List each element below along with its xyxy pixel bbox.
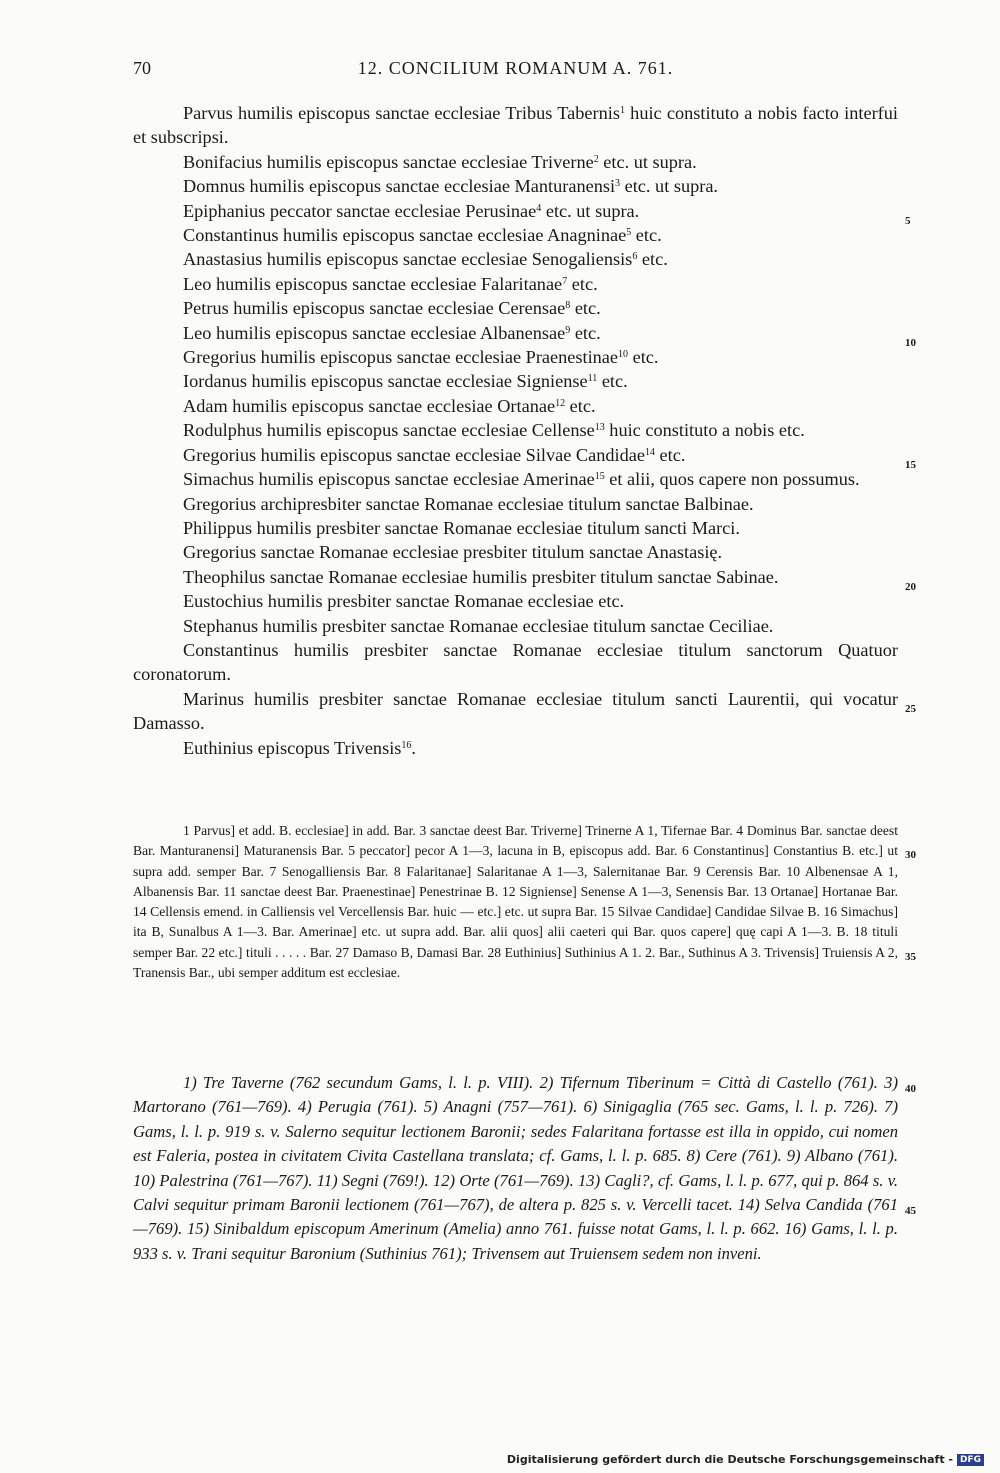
funding-credit: Digitalisierung gefördert durch die Deutsche Forschungsgemeinschaft - [506,1453,953,1466]
subscription-line [133,638,898,687]
footnote-marker: 16 [401,739,412,751]
footnote-marker: 10 [618,349,629,361]
subscription-text: Eustochius humilis presbiter sanctae Romanae ecclesiae etc. [183,591,625,612]
subscription-rest: etc. ut supra. [598,151,697,172]
subscription-text: Domnus humilis episcopus sanctae ecclesiae Manturanensi [183,176,616,197]
subscription-rest: et alii, quos capere non possumus. [604,469,860,490]
footnotes [133,1071,916,1266]
subscription-line [133,394,898,418]
subscription-rest: etc. [565,395,596,416]
subscription-text: Euthinius episcopus Trivensis [183,737,402,758]
subscription-line [133,492,898,516]
footnote-marker: 15 [594,471,605,483]
line-number: 5 [905,215,911,227]
subscription-rest: etc. [631,225,662,246]
footnote-marker: 12 [555,397,566,409]
subscription-text: Anastasius humilis episcopus sanctae ecclesiae Senogaliensis [183,249,633,270]
subscription-text: Theophilus sanctae Romanae ecclesiae humilis presbiter titulum sanctae Sabinae. [183,566,779,587]
subscription-line [133,540,898,564]
subscription-line [133,369,898,393]
footer-credit [507,1453,984,1466]
footnotes-text: 1) Tre Taverne (762 secundum Gams, l. l. p. VIII). 2) Tifernum Tiberinum = Città di Castello (761). 3) Martorano (761—769). 4) Perugia (761). 5) Anagni (757—761). 6) Sinigaglia (765 sec. Gams, l. l. p. 726). 7) Gams, l. l. p. 919 s. v. Salerno sequitur lectionem Baronii; sedes Falaritana fortasse est illa in oppido, cui nomen est Faleria, postea in civitatem Civita Castellana translata; cf. Gams, l. l. p. 685. 8) Cere (761). 9) Albano (761). 10) Palestrina (761—767). 11) Segni (769!). 12) Orte (761—769). 13) Cagli?, cf. Gams, l. l. p. 677, qui p. 864 s. v. Calvi sequitur primam Baronii lectionem (761—767), de altera p. 825 s. v. Vercelli tacet. 14) Selva Candida (761—769). 15) Sinibaldum episcopum Amerinum (Amelia) anno 761. fuisse notat Gams, l. l. p. 662. 16) Gams, l. l. p. 933 s. v. Trani sequitur Baronium (Suthinius 761); Trivensem aut Truiensem sedem non inveni. [133,1073,898,1263]
line-number: 40 [905,1083,916,1095]
subscription-line [133,565,898,589]
subscription-line [133,296,898,320]
main-text [133,101,916,760]
subscription-line [133,516,898,540]
subscription-rest: etc. [637,249,668,270]
subscription-text: Simachus humilis episcopus sanctae ecclesiae Amerinae [183,469,595,490]
subscription-text: Leo humilis episcopus sanctae ecclesiae Albanensae [183,322,566,343]
dfg-logo: DFG [957,1454,984,1466]
subscription-text: Petrus humilis episcopus sanctae ecclesiae Cerensae [183,298,566,319]
subscription-rest: etc. [567,273,598,294]
footnote-marker: 2 [593,153,599,165]
footnote-marker: 3 [615,178,621,190]
subscription-text: Stephanus humilis presbiter sanctae Romanae ecclesiae titulum sanctae Ceciliae. [183,615,774,636]
page-header [133,58,898,86]
subscription-line [133,321,898,345]
line-number: 35 [905,951,916,963]
footnote-marker: 8 [565,300,571,312]
subscription-line [133,443,898,467]
running-head: 12. CONCILIUM ROMANUM A. 761. [357,58,674,78]
subscription-line [133,247,898,271]
subscription-rest: etc. ut supra. [620,176,719,197]
footnote-marker: 5 [626,227,632,239]
subscription-rest: etc. [570,298,601,319]
subscription-text: Gregorius humilis episcopus sanctae ecclesiae Praenestinae [183,347,619,368]
subscription-text: Constantinus humilis episcopus sanctae ecclesiae Anagninae [183,225,627,246]
subscription-text: Gregorius sanctae Romanae ecclesiae presbiter titulum sanctae Anastasię. [183,542,723,563]
line-number: 30 [905,849,916,861]
subscription-line [133,199,898,223]
subscription-line [133,418,898,442]
footnote-marker: 6 [632,251,638,263]
subscription-line [133,101,898,150]
subscription-text: Gregorius humilis episcopus sanctae ecclesiae Silvae Candidae [183,444,645,465]
subscription-line [133,589,898,613]
subscription-text: Adam humilis episcopus sanctae ecclesiae Ortanae [183,395,556,416]
subscription-line [133,467,898,491]
subscription-rest: . [411,737,416,758]
subscription-text: Iordanus humilis episcopus sanctae ecclesiae Signiense [183,371,588,392]
footnote-marker: 14 [644,446,655,458]
subscription-line [133,272,898,296]
apparatus-text: 1 Parvus] et add. B. ecclesiae] in add. Bar. 3 sanctae deest Bar. Triverne] Trinerne A 1, Tifernae Bar. 4 Dominus Bar. sanctae deest Bar. Manturanensi] Maturanensis Bar. 5 peccator] pecor A 1—3, lacuna in B, episcopus add. Bar. 6 Constantinus] Constantius B. etc.] ut supra add. semper Bar. 7 Senogalliensis Bar. 8 Falaritanae] Salaritanae A 1—3, Salernitanae Bar. 9 Cerensis Bar. 10 Albenensae A 1, Albanensis Bar. 11 sanctae deest Bar. Praenestinae] Penestrinae B. 12 Signiense] Senense A 1—3, Senensis Bar. 13 Ortanae] Hortanae Bar. 14 Cellensis emend. in Calliensis vel Vercellensis Bar. huic — etc.] etc. ut supra Bar. 15 Silvae Candidae] Candidae Silvae B. 16 Simachus] ita B, Sunalbus A 1—3. Bar. Amerinae] etc. ut supra add. Bar. alii quos] alii caeteri qui Bar. quos capere] quę capi A 1—3. B. 18 tituli semper Bar. 22 etc.] tituli . . . . . Bar. 27 Damaso B, Damasi Bar. 28 Euthinius] Suthinius A 1. 2. Bar., Suthinus A 3. Trivensis] Truiensis A 2, Tranensis Bar., ubi semper additum est ecclesiae. [133,823,898,981]
footnote-marker: 7 [562,275,568,287]
subscription-line [133,614,898,638]
subscription-text: Rodulphus humilis episcopus sanctae ecclesiae Cellense [183,420,595,441]
footnote-marker: 9 [565,324,571,336]
subscription-text: Leo humilis episcopus sanctae ecclesiae Falaritanae [183,273,563,294]
subscription-line [133,736,898,760]
subscription-line [133,687,898,736]
subscription-text: Parvus humilis episcopus sanctae ecclesiae Tribus Tabernis [183,103,620,123]
subscription-line [133,150,898,174]
critical-apparatus [133,821,916,983]
subscription-text: Constantinus humilis presbiter sanctae Romanae ecclesiae titulum sanctorum Quatuor coronatorum. [133,639,898,685]
footnote-marker: 1 [619,105,625,116]
subscription-text: Bonifacius humilis episcopus sanctae ecclesiae Triverne [183,151,594,172]
page-number: 70 [133,58,151,78]
subscription-text: Epiphanius peccator sanctae ecclesiae Perusinae [183,200,537,221]
subscription-rest: etc. [597,371,628,392]
subscription-rest: huic constituto a nobis facto interfui et subscripsi. [133,103,898,148]
subscription-text: Gregorius archipresbiter sanctae Romanae ecclesiae titulum sanctae Balbinae. [183,493,754,514]
line-number: 25 [905,703,916,715]
subscription-text: Philippus humilis presbiter sanctae Romanae ecclesiae titulum sancti Marci. [183,517,740,538]
line-number: 15 [905,459,916,471]
line-number: 20 [905,581,916,593]
subscription-rest: etc. [654,444,686,465]
subscription-line [133,223,898,247]
footnote-marker: 11 [587,373,598,385]
subscription-line [133,174,898,198]
line-number: 45 [905,1205,916,1217]
subscription-text: Marinus humilis presbiter sanctae Romanae ecclesiae titulum sancti Laurentii, qui vocatur Damasso. [133,688,898,734]
subscription-rest: huic constituto a nobis etc. [604,420,805,441]
subscription-line [133,345,898,369]
subscription-rest: etc. ut supra. [541,200,640,221]
subscription-rest: etc. [628,347,659,368]
footnote-marker: 13 [594,422,605,434]
line-number: 10 [905,337,916,349]
subscription-rest: etc. [570,322,601,343]
footnote-marker: 4 [536,202,542,214]
